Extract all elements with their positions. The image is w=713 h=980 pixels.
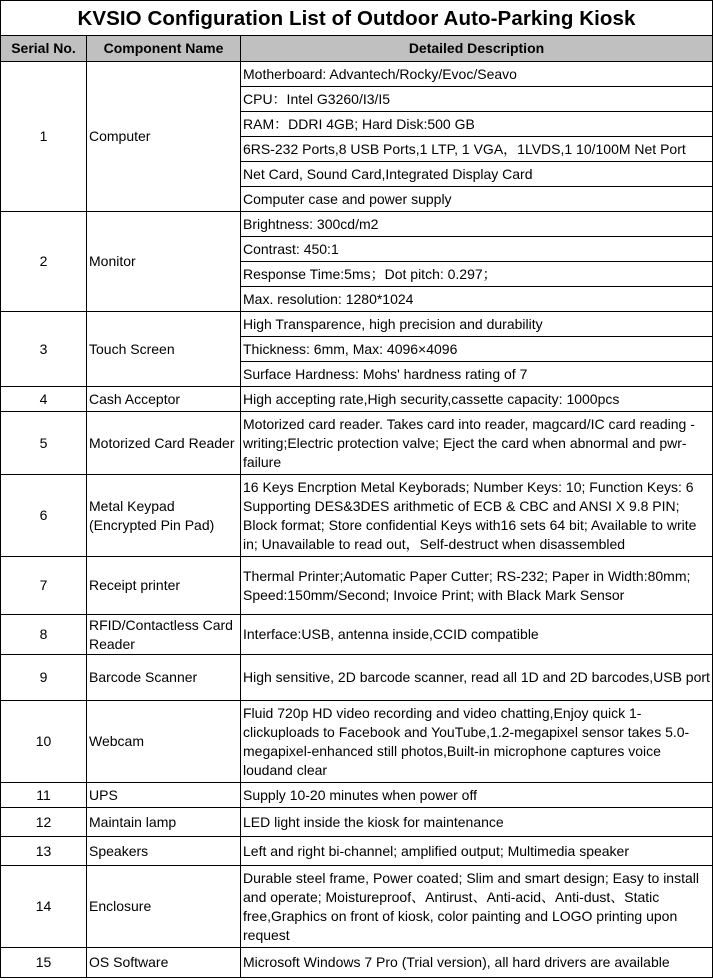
table-row [1, 948, 713, 978]
description-cell: Microsoft Windows 7 Pro (Trial version), all hard drivers are available [241, 948, 713, 978]
serial-number-cell: 3 [1, 312, 87, 387]
table-title: KVSIO Configuration List of Outdoor Auto-Parking Kiosk [1, 1, 713, 36]
table-row [1, 655, 713, 701]
component-name-cell: Monitor [87, 212, 241, 312]
description-cell: Thermal Printer;Automatic Paper Cutter; RS-232; Paper in Width:80mm; Speed:150mm/Second; Invoice Print; with Black Mark Sensor [241, 557, 713, 615]
table-row [1, 837, 713, 866]
table-row [1, 62, 713, 87]
description-cell: Response Time:5ms；Dot pitch: 0.297； [241, 262, 713, 287]
component-name-cell: Enclosure [87, 866, 241, 948]
serial-number-cell: 14 [1, 866, 87, 948]
description-cell: Interface:USB, antenna inside,CCID compatible [241, 615, 713, 655]
component-name-cell: Computer [87, 62, 241, 212]
component-name-cell: Metal Keypad (Encrypted Pin Pad) [87, 475, 241, 557]
description-cell: High accepting rate,High security,cassette capacity: 1000pcs [241, 387, 713, 412]
component-name-cell: RFID/Contactless Card Reader [87, 615, 241, 655]
serial-number-cell: 8 [1, 615, 87, 655]
component-name-cell: Receipt printer [87, 557, 241, 615]
component-name-cell: OS Software [87, 948, 241, 978]
table-row [1, 701, 713, 783]
description-cell: Durable steel frame, Power coated; Slim and smart design; Easy to install and operate; Moistureproof、Antirust、Anti-acid、Anti-dust、Static free,Graphics on front of kiosk, color painting and LOGO printing upon request [241, 866, 713, 948]
component-name-cell: Webcam [87, 701, 241, 783]
component-name-cell: Touch Screen [87, 312, 241, 387]
component-name-cell: UPS [87, 783, 241, 808]
table-row [1, 615, 713, 655]
description-cell: LED light inside the kiosk for maintenance [241, 808, 713, 837]
description-cell: 16 Keys Encrption Metal Keyborads; Number Keys: 10; Function Keys: 6 Supporting DES&3DES arithmetic of ECB & CBC and ANSI X 9.8 PIN; Block format; Store confidential Keys with16 sets 64 bit; Available to write in; Unavailable to read out，Self-destruct when disassembled [241, 475, 713, 557]
table-row [1, 312, 713, 337]
serial-number-cell: 1 [1, 62, 87, 212]
description-cell: Computer case and power supply [241, 187, 713, 212]
header-description: Detailed Description [241, 36, 713, 62]
description-cell: High Transparence, high precision and durability [241, 312, 713, 337]
description-cell: 6RS-232 Ports,8 USB Ports,1 LTP, 1 VGA，1LVDS,1 10/100M Net Port [241, 137, 713, 162]
description-cell: Fluid 720p HD video recording and video chatting,Enjoy quick 1-clickuploads to Facebook and YouTube,1.2-megapixel sensor takes 5.0-megapixel-enhanced still photos,Built-in microphone captures voice loudand clear [241, 701, 713, 783]
description-cell: Thickness: 6mm, Max: 4096×4096 [241, 337, 713, 362]
table-row [1, 866, 713, 948]
serial-number-cell: 4 [1, 387, 87, 412]
table-row [1, 475, 713, 557]
serial-number-cell: 10 [1, 701, 87, 783]
component-name-cell: Motorized Card Reader [87, 412, 241, 475]
description-cell: Left and right bi-channel; amplified output; Multimedia speaker [241, 837, 713, 866]
description-cell: Max. resolution: 1280*1024 [241, 287, 713, 312]
description-cell: RAM：DDRI 4GB; Hard Disk:500 GB [241, 112, 713, 137]
table-row [1, 808, 713, 837]
description-cell: Net Card, Sound Card,Integrated Display Card [241, 162, 713, 187]
table-row [1, 557, 713, 615]
description-cell: Surface Hardness: Mohs' hardness rating of 7 [241, 362, 713, 387]
component-name-cell: Speakers [87, 837, 241, 866]
component-name-cell: Maintain lamp [87, 808, 241, 837]
header-component: Component Name [87, 36, 241, 62]
description-cell: Brightness: 300cd/m2 [241, 212, 713, 237]
description-cell: High sensitive, 2D barcode scanner, read all 1D and 2D barcodes,USB port [241, 655, 713, 701]
serial-number-cell: 9 [1, 655, 87, 701]
serial-number-cell: 15 [1, 948, 87, 978]
serial-number-cell: 13 [1, 837, 87, 866]
serial-number-cell: 2 [1, 212, 87, 312]
serial-number-cell: 12 [1, 808, 87, 837]
serial-number-cell: 5 [1, 412, 87, 475]
table-row [1, 212, 713, 237]
component-name-cell: Barcode Scanner [87, 655, 241, 701]
header-row [1, 36, 713, 62]
table-row [1, 387, 713, 412]
serial-number-cell: 7 [1, 557, 87, 615]
serial-number-cell: 11 [1, 783, 87, 808]
serial-number-cell: 6 [1, 475, 87, 557]
table-row [1, 412, 713, 475]
header-serial: Serial No. [1, 36, 87, 62]
table-row [1, 783, 713, 808]
title-row [1, 1, 713, 36]
description-cell: CPU：Intel G3260/I3/I5 [241, 87, 713, 112]
description-cell: Contrast: 450:1 [241, 237, 713, 262]
description-cell: Supply 10-20 minutes when power off [241, 783, 713, 808]
description-cell: Motherboard: Advantech/Rocky/Evoc/Seavo [241, 62, 713, 87]
component-name-cell: Cash Acceptor [87, 387, 241, 412]
description-cell: Motorized card reader. Takes card into reader, magcard/IC card reading - writing;Electric protection valve; Eject the card when abnormal and pwr-failure [241, 412, 713, 475]
